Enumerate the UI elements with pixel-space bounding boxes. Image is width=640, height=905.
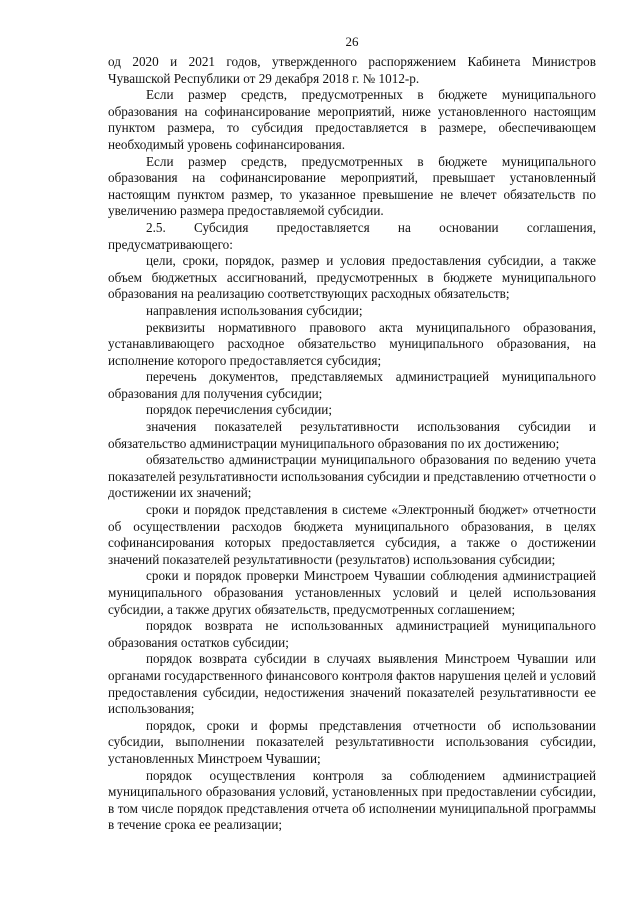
paragraph: направления использования субсидии; [146, 302, 363, 318]
paragraph: Если размер средств, предусмотренных в бюджете муниципального образования на софинансирование мероприятий, ниже установленного настоящим пунктом размера, то субсидия предоставляется в размере, обеспечивающем необходимый уровень софинансирования. [108, 87, 596, 152]
paragraph: порядок возврата не использованных администрацией муниципального образования остатков субсидии; [108, 618, 596, 650]
paragraph: порядок перечисления субсидии; [146, 402, 333, 418]
paragraph: порядок, сроки и формы представления отчетности об использовании субсидии, выполнении показателей результативности использования субсидии, установленных Минстроем Чувашии; [108, 717, 596, 766]
paragraph: од 2020 и 2021 годов, утвержденного распоряжением Кабинета Министров Чувашской Республики от 29 декабря 2018 г. № 1012-р. [108, 54, 596, 86]
paragraph: сроки и порядок представления в системе «Электронный бюджет» отчетности об осуществлении расходов бюджета муниципального образования, в целях софинансирования которых предоставляется субсидия, а также о достижении значений показателей результативности (результатов) использования субсидии; [108, 502, 596, 567]
paragraph: цели, сроки, порядок, размер и условия предоставления субсидии, а также объем бюджетных ассигнований, предусмотренных в бюджете муниципального образования на реализацию соответствующих расходных обязательств; [108, 253, 596, 302]
document-page [108, 34, 596, 834]
paragraph: 2.5. Субсидия предоставляется на основании соглашения, предусматривающего: [108, 219, 596, 252]
paragraph: сроки и порядок проверки Минстроем Чувашии соблюдения администрацией муниципального образования установленных условий и целей использования субсидии, а также других обязательств, предусмотренных соглашением; [108, 568, 596, 617]
paragraph: Если размер средств, предусмотренных в бюджете муниципального образования на софинансирование мероприятий, превышает установленный настоящим пунктом размер, то указанное превышение не влечет обязательств по увеличению размера предоставляемой субсидии. [108, 153, 596, 219]
paragraph: порядок возврата субсидии в случаях выявления Минстроем Чувашии или органами государственного финансового контроля фактов нарушения целей и условий предоставления субсидии, недостижения значений показателей результативности ее использования; [108, 651, 596, 717]
paragraph: порядок осуществления контроля за соблюдением администрацией муниципального образования условий, установленных при предоставлении субсидии, в том числе порядок представления отчета об исполнении муниципальной программы в течение срока ее реализации; [108, 767, 596, 833]
paragraph: реквизиты нормативного правового акта муниципального образования, устанавливающего расходное обязательство муниципального образования, на исполнение которого предоставляется субсидия; [108, 319, 596, 368]
page-number: 26 [345, 34, 359, 49]
paragraph: обязательство администрации муниципального образования по ведению учета показателей результативности использования субсидии и представлению отчетности о достижении их значений; [108, 452, 596, 501]
paragraph: перечень документов, представляемых администрацией муниципального образования для получения субсидии; [108, 369, 596, 401]
paragraph: значения показателей результативности использования субсидии и обязательство администрации муниципального образования по их достижению; [108, 419, 596, 451]
